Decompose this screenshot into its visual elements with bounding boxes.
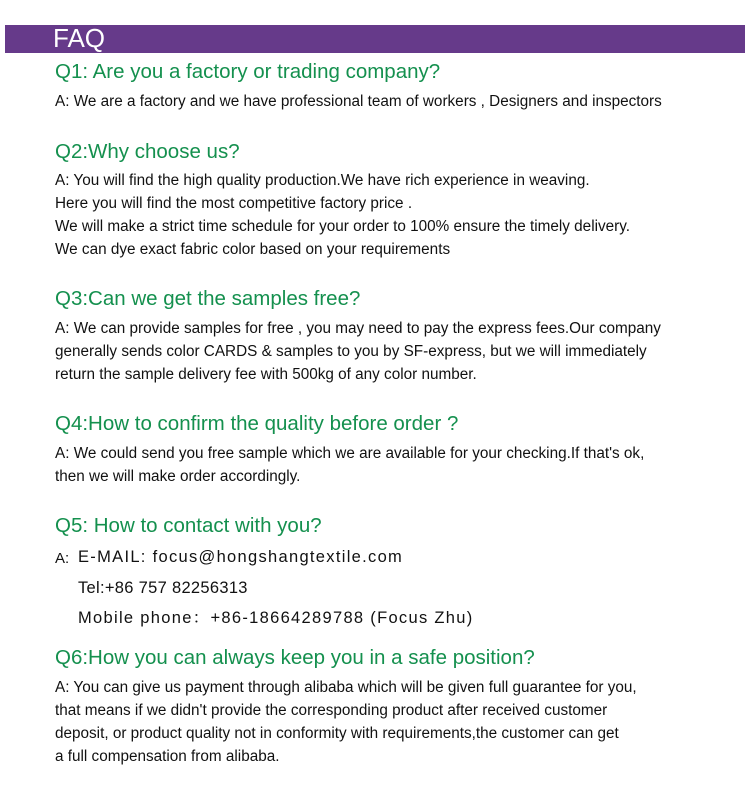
question-3: Q3:Can we get the samples free? (55, 287, 361, 310)
answer-4: A: We could send you free sample which we are available for your checking.If that's ok, then we will make order accordingly. (55, 445, 645, 485)
question-1: Q1: Are you a factory or trading company? (55, 60, 441, 83)
answer-prefix: A: (55, 550, 70, 567)
question-6: Q6:How you can always keep you in a safe position? (55, 646, 535, 669)
question-2: Q2:Why choose us? (55, 140, 240, 163)
answer-3: A: We can provide samples for free , you may need to pay the express fees.Our company generally sends color CARDS & samples to you by SF-express, but we will immediately return the sample delivery fee with 500kg of any color number. (55, 320, 661, 383)
answer-1: A: We are a factory and we have professional team of workers , Designers and inspectors (55, 93, 662, 110)
answer-6: A: You can give us payment through alibaba which will be given full guarantee for you, that means if we didn't provide the corresponding product after received customer deposit, or product quality not in conformity with requirements,the customer can get a full compensation from alibaba. (55, 679, 637, 765)
question-5: Q5: How to contact with you? (55, 514, 322, 537)
contact-tel: Tel:+86 757 82256313 (78, 579, 248, 597)
contact-email: E-MAIL: focus@hongshangtextile.com (78, 548, 404, 566)
question-4: Q4:How to confirm the quality before order ? (55, 412, 459, 435)
faq-title: FAQ (53, 23, 106, 53)
faq-header-bar (5, 25, 745, 53)
contact-mobile: Mobile phone：+86-18664289788 (Focus Zhu) (78, 609, 474, 627)
answer-2: A: You will find the high quality production.We have rich experience in weaving. Here you will find the most competitive factory price . We will make a strict time schedule for your order to 100% ensure the timely delivery. We can dye exact fabric color based on your requirements (55, 172, 630, 258)
